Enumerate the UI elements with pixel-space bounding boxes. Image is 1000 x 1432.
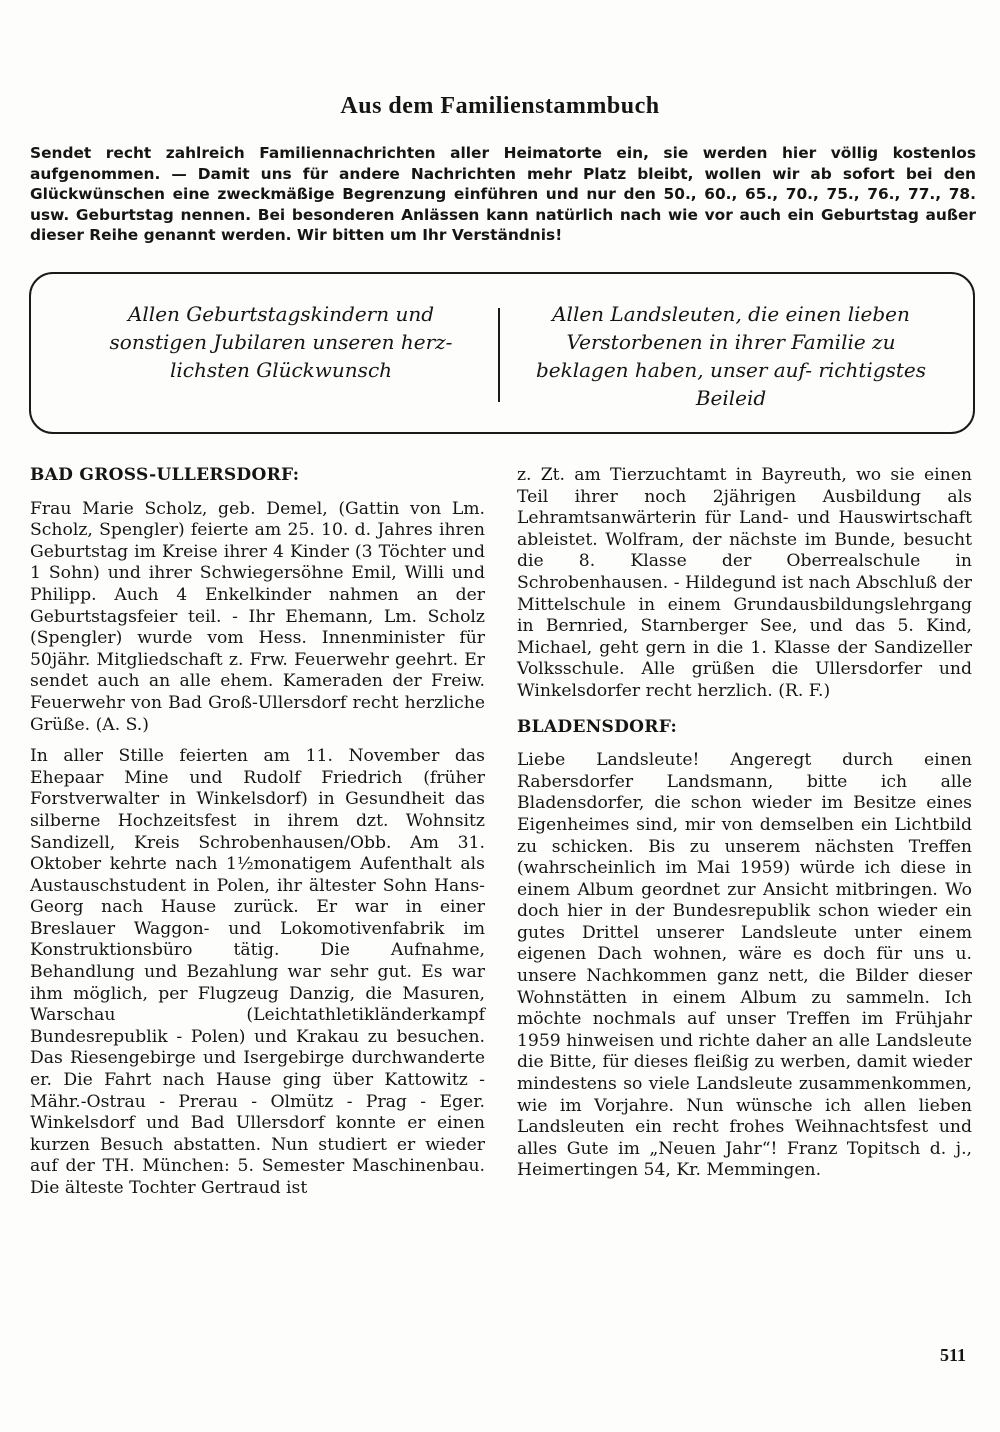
left-column xyxy=(30,465,485,1210)
article-paragraph: Liebe Landsleute! Angeregt durch einen Rabersdorfer Landsmann, bitte ich alle Bladensdorfer, die schon wieder im Besitze eines Eigenheimes sind, mir von demselben ein Lichtbild zu schicken. Bis zu unserem nächsten Treffen (wahrscheinlich im Mai 1959) würde ich diese in einem Album geordnet zur Ansicht mitbringen. Wo doch hier in der Bundesrepublik schon wieder ein gutes Drittel unserer Landsleute unter einem eigenen Dach wohnen, wäre es doch für uns u. unsere Nachkommen ganz nett, die Bilder dieser Wohnstätten in einem Album zu sammeln. Ich möchte nochmals auf unser Treffen im Frühjahr 1959 hinweisen und richte daher an alle Landsleute die Bitte, für dieses fleißig zu werben, damit wieder mindestens so viele Landsleute zusammenkommen, wie im Vorjahre. Nun wünsche ich allen lieben Landsleuten ein recht frohes Weihnachtsfest und alles Gute im „Neuen Jahr“! Franz Topitsch d. j., Heimertingen 54, Kr. Memmingen. xyxy=(517,750,972,1181)
section-heading-bladensdorf: BLADENSDORF: xyxy=(517,716,678,737)
section-heading-bad-gross-ullersdorf: BAD GROSS-ULLERSDORF: xyxy=(30,465,300,485)
page-title: Aus dem Familienstammbuch xyxy=(340,93,660,119)
article-paragraph: In aller Stille feierten am 11. November das Ehepaar Mine und Rudolf Friedrich (früher Forstverwalter in Winkelsdorf) in Gesundheit das silberne Hochzeitsfest in ihrem dzt. Wohnsitz Sandizell, Kreis Schrobenhausen/Obb. Am 31. Oktober kehrte nach 1½monatigem Aufenthalt als Austauschstudent in Polen, ihr ältester Sohn Hans-Georg nach Hause zurück. Er war in einer Breslauer Waggon- und Lokomotivenfabrik im Konstruktionsbüro tätig. Die Aufnahme, Behandlung und Bezahlung war sehr gut. Es war ihm möglich, per Flugzeug Danzig, die Masuren, Warschau (Leichtathletikländerkampf Bundesrepublik - Polen) und Krakau zu besuchen. Das Riesengebirge und Isergebirge durchwanderte er. Die Fahrt nach Hause ging über Kattowitz - Mähr.-Ostrau - Prerau - Olmütz - Prag - Eger. Winkelsdorf und Bad Ullersdorf konnte er einen kurzen Besuch abstatten. Nun studiert er wieder auf der TH. München: 5. Semester Maschinenbau. Die älteste Tochter Gertraud ist xyxy=(30,746,485,1198)
intro-paragraph: Sendet recht zahlreich Familiennachrichten aller Heimatorte ein, sie werden hier völlig kostenlos aufgenommen. — Damit uns für andere Nachrichten mehr Platz bleibt, wollen wir ab sofort bei den Glückwünschen eine zweckmäßige Begrenzung einführen und nur den 50., 60., 65., 70., 75., 76., 77., 78. usw. Geburtstag nennen. Bei besonderen Anlässen kann natürlich nach wie vor auch ein Geburtstag außer dieser Reihe genannt werden. Wir bitten um Ihr Verständnis! xyxy=(30,144,976,244)
birthday-greeting: Allen Geburtstagskindern und sonstigen Jubilaren unseren herz- lichsten Glückwunsch xyxy=(109,302,453,382)
condolence-greeting: Allen Landsleuten, die einen lieben Verstorbenen in ihrer Familie zu beklagen haben, unser auf- richtigstes Beileid xyxy=(535,302,927,410)
article-paragraph: z. Zt. am Tierzuchtamt in Bayreuth, wo sie einen Teil ihrer noch 2jährigen Ausbildung als Lehramtsanwärterin für Land- und Hauswirtschaft ableistet. Wolfram, der nächste im Bunde, besucht die 8. Klasse der Oberrealschule in Schrobenhausen. - Hildegund ist nach Abschluß der Mittelschule in einem Grundausbildungslehrgang in Bernried, Starnberger See, und das 5. Kind, Michael, geht gern in die 1. Klasse der Sandizeller Volksschule. Alle grüßen die Ullersdorfer und Winkelsdorfer recht herzlich. (R. F.) xyxy=(517,465,972,701)
box-divider xyxy=(498,308,500,402)
right-column xyxy=(517,465,972,1192)
greetings-box xyxy=(29,272,975,434)
page-number: 511 xyxy=(940,1345,967,1365)
article-paragraph: Frau Marie Scholz, geb. Demel, (Gattin von Lm. Scholz, Spengler) feierte am 25. 10. d. Jahres ihren Geburtstag im Kreise ihrer 4 Kinder (3 Töchter und 1 Sohn) und ihrer Schwiegersöhne Emil, Willi und Philipp. Auch 4 Enkelkinder nahmen an der Geburtstagsfeier teil. - Ihr Ehemann, Lm. Scholz (Spengler) wurde vom Hess. Innenminister für 50jähr. Mitgliedschaft z. Frw. Feuerwehr geehrt. Er sendet auch an alle ehem. Kameraden der Freiw. Feuerwehr von Bad Groß-Ullersdorf recht herzliche Grüße. (A. S.) xyxy=(30,498,485,735)
